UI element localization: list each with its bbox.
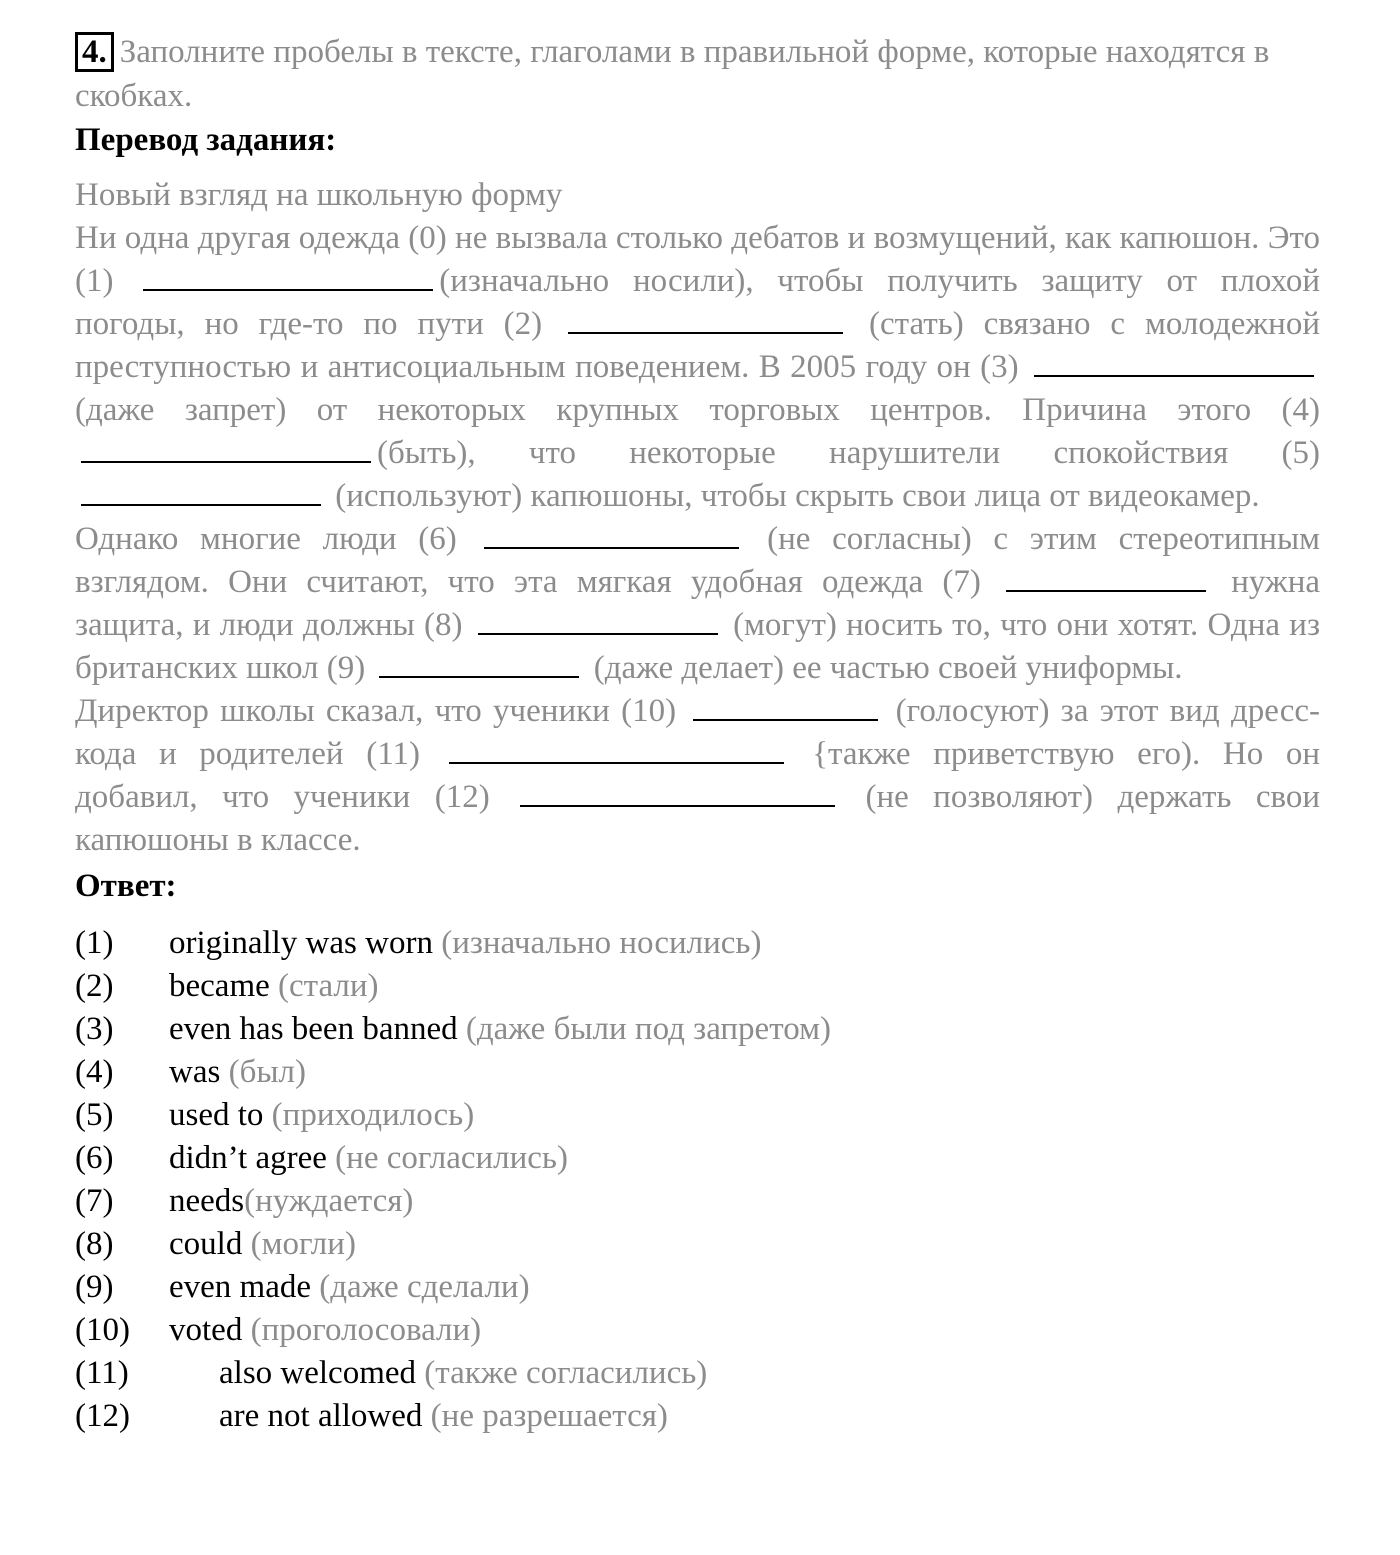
- blank-2: [568, 306, 843, 334]
- blank-1: [143, 263, 433, 291]
- blank-10: [693, 693, 878, 721]
- answer-number: (1): [75, 925, 114, 961]
- answer-english: are not allowed: [219, 1398, 431, 1434]
- answer-number: (7): [75, 1183, 114, 1219]
- answer-number: (6): [75, 1140, 114, 1176]
- document-page: [75, 30, 1320, 1438]
- blank-4: [81, 435, 371, 463]
- paragraph-text: (быть), что некоторые нарушители спокойствия (5): [377, 435, 1320, 471]
- blank-3: [1034, 349, 1314, 377]
- list-item: [75, 1223, 1320, 1266]
- blank-12: [520, 779, 835, 807]
- list-item: [75, 1137, 1320, 1180]
- answer-english: could: [169, 1226, 251, 1262]
- answer-english: used to: [169, 1097, 272, 1133]
- list-item: [75, 1395, 1320, 1438]
- task-number-badge: 4.: [75, 32, 114, 72]
- paragraph-text: (даже делает) ее частью своей униформы.: [593, 650, 1183, 686]
- answer-number: (12): [75, 1398, 130, 1434]
- answer-russian: (был): [228, 1054, 306, 1090]
- list-item: [75, 1352, 1320, 1395]
- list-item: [75, 1008, 1320, 1051]
- paragraph-text: Однако многие люди (6): [75, 521, 457, 557]
- paragraph-text: (стать) связано с молодежной преступностью и антисоциальным поведением. В 2005 году он (3): [75, 306, 1321, 385]
- paragraph-text: нужна защита, и люди должны (8): [75, 564, 1321, 643]
- answer-russian: (даже были под запретом): [465, 1011, 831, 1047]
- task-instruction: Заполните пробелы в тексте, глаголами в правильной форме, которые находятся в скобках.: [75, 34, 1270, 114]
- answer-russian: (не согласились): [335, 1140, 568, 1176]
- blank-9: [379, 650, 579, 678]
- answer-english: was: [169, 1054, 229, 1090]
- exercise-paragraph-2: [75, 518, 1320, 690]
- paragraph-text: {также приветствую его). Но он добавил, что ученики (12): [75, 736, 1320, 815]
- blank-11: [449, 736, 784, 764]
- exercise-paragraph-1: [75, 217, 1320, 518]
- answer-russian: (стали): [278, 968, 379, 1004]
- answer-english: even made: [169, 1269, 320, 1305]
- paragraph-text: (не позволяют) держать свои капюшоны в классе.: [75, 779, 1320, 858]
- answer-english: voted: [169, 1312, 251, 1348]
- answer-number: (8): [75, 1226, 114, 1262]
- list-item: [75, 922, 1320, 965]
- answer-russian: (нуждается): [244, 1183, 414, 1219]
- answer-russian: (также согласились): [424, 1355, 708, 1391]
- paragraph-text: (могут) носить то, что они хотят. Одна из британских школ (9): [75, 607, 1320, 686]
- answer-russian: (могли): [250, 1226, 356, 1262]
- answer-english: became: [169, 968, 279, 1004]
- answer-english: originally was worn: [169, 925, 442, 961]
- answer-number: (10): [75, 1312, 130, 1348]
- paragraph-text: (изначально носили), чтобы получить защиту от плохой погоды, но где-то по пути (2): [75, 263, 1320, 342]
- answer-english: even has been banned: [169, 1011, 466, 1047]
- blank-5: [81, 478, 321, 506]
- paragraph-text: (используют) капюшоны, чтобы скрыть свои лица от видеокамер.: [335, 478, 1260, 514]
- list-item: [75, 1180, 1320, 1223]
- exercise-paragraph-3: [75, 690, 1320, 862]
- paragraph-text: (голосуют) за этот вид дресс-кода и родителей (11): [75, 693, 1321, 772]
- paragraph-text: Директор школы сказал, что ученики (10): [75, 693, 677, 729]
- list-item: [75, 965, 1320, 1008]
- answer-english: needs: [169, 1183, 245, 1219]
- list-item: [75, 1094, 1320, 1137]
- answer-number: (5): [75, 1097, 114, 1133]
- answer-number: (2): [75, 968, 114, 1004]
- answer-russian: (приходилось): [271, 1097, 475, 1133]
- task-instruction-line: [75, 30, 1320, 118]
- answer-russian: (не разрешается): [430, 1398, 668, 1434]
- answer-number: (3): [75, 1011, 114, 1047]
- paragraph-text: (не согласны) с этим стереотипным взглядом. Они считают, что эта мягкая удобная одежда (7): [75, 521, 1320, 600]
- answer-number: (9): [75, 1269, 114, 1305]
- blank-6: [484, 521, 739, 549]
- list-item: [75, 1051, 1320, 1094]
- answer-english: didn’t agree: [169, 1140, 336, 1176]
- blank-8: [478, 607, 718, 635]
- blank-7: [1006, 564, 1206, 592]
- answer-number: (11): [75, 1355, 129, 1391]
- answer-english: also welcomed: [219, 1355, 425, 1391]
- list-item: [75, 1266, 1320, 1309]
- exercise-title: Новый взгляд на школьную форму: [75, 177, 563, 213]
- translation-heading: Перевод задания:: [75, 122, 337, 158]
- answer-russian: (проголосовали): [250, 1312, 482, 1348]
- paragraph-text: (даже запрет) от некоторых крупных торговых центров. Причина этого (4): [75, 392, 1320, 428]
- answer-russian: (изначально носились): [441, 925, 762, 961]
- list-item: [75, 1309, 1320, 1352]
- answer-heading: Ответ:: [75, 868, 177, 904]
- answer-number: (4): [75, 1054, 114, 1090]
- paragraph-text: Ни одна другая одежда (0) не вызвала столько дебатов и возмущений, как капюшон. Это (1): [75, 220, 1320, 299]
- answer-list: [75, 922, 1320, 1438]
- answer-russian: (даже сделали): [319, 1269, 530, 1305]
